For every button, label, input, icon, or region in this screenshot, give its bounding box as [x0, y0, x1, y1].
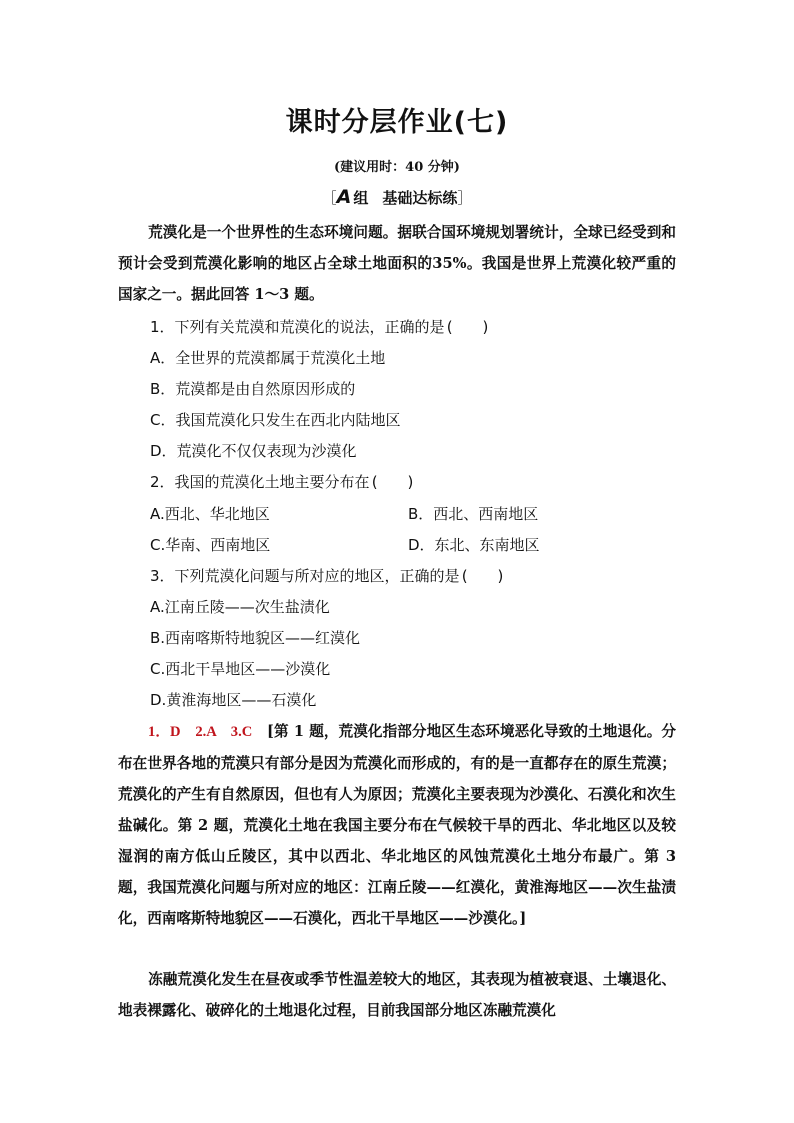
question-2-option-a: A.西北、华北地区	[150, 505, 270, 523]
question-2-text: 2．我国的荒漠化土地主要分布在	[150, 473, 370, 491]
answer-paragraph	[118, 716, 676, 934]
next-passage-text: 冻融荒漠化发生在昼夜或季节性温差较大的地区，其表现为植被衰退、土壤退化、地表裸露化、破碎化的土地退化过程，目前我国部分地区冻融荒漠化	[118, 971, 676, 1019]
section-letter: A	[336, 186, 352, 208]
question-3-option-a: A.江南丘陵——次生盐渍化	[150, 598, 330, 616]
answer-explanation: [第 1 题，荒漠化指部分地区生态环境恶化导致的土地退化。分布在世界各地的荒漠只有部分是因为荒漠化而形成的，有的是一直都存在的原生荒漠；荒漠化的产生有自然原因，但也有人为原因；荒漠化主要表现为沙漠化、石漠化和次生盐碱化。第 2 题，荒漠化土地在我国主要分布在气候较干旱的西北、华北地区以及较湿润的南方低山丘陵区，其中以西北、华北地区的风蚀荒漠化土地分布最广。第 3 题，我国荒漠化问题与所对应的地区：江南丘陵——红漠化，黄淮海地区——次生盐渍化，西南喀斯特地貌区——石漠化，西北干旱地区——沙漠化。]	[118, 723, 676, 927]
suggested-time: (建议用时：40 分钟)	[334, 160, 460, 175]
section-bracket-open: ［	[321, 189, 337, 207]
question-3-stem	[150, 565, 506, 586]
answer-blank: ( )	[461, 567, 504, 585]
question-1-option-c: C．我国荒漠化只发生在西北内陆地区	[150, 411, 401, 429]
section-name: 基础达标练	[382, 189, 458, 207]
intro-paragraph	[118, 217, 676, 310]
question-2-option-c: C.华南、西南地区	[150, 536, 271, 554]
question-1-text: 1．下列有关荒漠和荒漠化的说法，正确的是	[150, 318, 445, 336]
answer-blank: ( )	[371, 473, 414, 491]
next-passage	[118, 964, 676, 1026]
question-2-stem	[150, 471, 416, 492]
question-3-option-c: C.西北干旱地区——沙漠化	[150, 660, 331, 678]
section-label: 组	[353, 189, 369, 207]
page-title: 课时分层作业(七)	[285, 107, 509, 138]
question-1-option-b: B．荒漠都是由自然原因形成的	[150, 380, 356, 398]
intro-text: 荒漠化是一个世界性的生态环境问题。据联合国环境规划署统计，全球已经受到和预计会受到荒漠化影响的地区占全球土地面积的35%。我国是世界上荒漠化较严重的国家之一。据此回答 1～3 题。	[118, 224, 676, 303]
answer-blank: ( )	[446, 318, 489, 336]
question-1-option-d: D．荒漠化不仅仅表现为沙漠化	[150, 442, 357, 460]
section-bracket-close: ］	[457, 189, 473, 207]
question-1-stem	[150, 316, 491, 337]
question-3-text: 3．下列荒漠化问题与所对应的地区，正确的是	[150, 567, 460, 585]
question-1-option-a: A．全世界的荒漠都属于荒漠化土地	[150, 349, 386, 367]
answer-keys: 1．D 2.A 3.C	[148, 724, 253, 740]
question-2-option-b: B．西北、西南地区	[408, 505, 539, 523]
section-heading	[0, 186, 794, 208]
question-3-option-b: B.西南喀斯特地貌区——红漠化	[150, 629, 361, 647]
question-3-option-d: D.黄淮海地区——石漠化	[150, 691, 317, 709]
question-2-option-d: D．东北、东南地区	[408, 536, 540, 554]
